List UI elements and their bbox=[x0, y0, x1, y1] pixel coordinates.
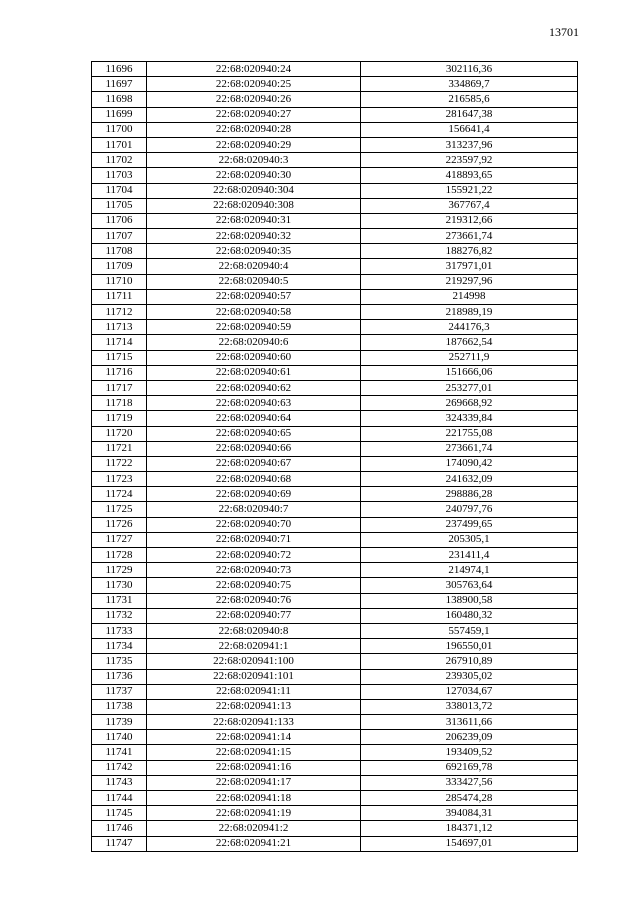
row-number-cell: 11711 bbox=[92, 289, 147, 304]
row-number-cell: 11719 bbox=[92, 411, 147, 426]
value-cell: 193409,52 bbox=[361, 745, 578, 760]
row-number-cell: 11747 bbox=[92, 836, 147, 851]
cadastral-number-cell: 22:68:020940:76 bbox=[147, 593, 361, 608]
cadastral-number-cell: 22:68:020940:73 bbox=[147, 563, 361, 578]
row-number-cell: 11699 bbox=[92, 107, 147, 122]
cadastral-number-cell: 22:68:020940:69 bbox=[147, 487, 361, 502]
cadastral-number-cell: 22:68:020940:62 bbox=[147, 380, 361, 395]
row-number-cell: 11745 bbox=[92, 806, 147, 821]
row-number-cell: 11698 bbox=[92, 92, 147, 107]
value-cell: 367767,4 bbox=[361, 198, 578, 213]
cadastral-number-cell: 22:68:020940:27 bbox=[147, 107, 361, 122]
table-row bbox=[92, 259, 578, 274]
table-row bbox=[92, 623, 578, 638]
value-cell: 214974,1 bbox=[361, 563, 578, 578]
cadastral-number-cell: 22:68:020941:19 bbox=[147, 806, 361, 821]
value-cell: 174090,42 bbox=[361, 456, 578, 471]
value-cell: 188276,82 bbox=[361, 244, 578, 259]
row-number-cell: 11700 bbox=[92, 122, 147, 137]
table-row bbox=[92, 502, 578, 517]
table-row bbox=[92, 563, 578, 578]
value-cell: 138900,58 bbox=[361, 593, 578, 608]
cadastral-number-cell: 22:68:020941:17 bbox=[147, 775, 361, 790]
table-row bbox=[92, 305, 578, 320]
value-cell: 302116,36 bbox=[361, 62, 578, 77]
row-number-cell: 11723 bbox=[92, 472, 147, 487]
table-row bbox=[92, 760, 578, 775]
table-row bbox=[92, 654, 578, 669]
data-table bbox=[91, 61, 578, 852]
table-row bbox=[92, 365, 578, 380]
row-number-cell: 11739 bbox=[92, 715, 147, 730]
row-number-cell: 11740 bbox=[92, 730, 147, 745]
cadastral-number-cell: 22:68:020940:70 bbox=[147, 517, 361, 532]
cadastral-number-cell: 22:68:020940:32 bbox=[147, 229, 361, 244]
row-number-cell: 11716 bbox=[92, 365, 147, 380]
table-row bbox=[92, 77, 578, 92]
value-cell: 317971,01 bbox=[361, 259, 578, 274]
row-number-cell: 11709 bbox=[92, 259, 147, 274]
table-row bbox=[92, 775, 578, 790]
value-cell: 418893,65 bbox=[361, 168, 578, 183]
cadastral-number-cell: 22:68:020940:75 bbox=[147, 578, 361, 593]
cadastral-number-cell: 22:68:020941:133 bbox=[147, 715, 361, 730]
value-cell: 196550,01 bbox=[361, 639, 578, 654]
cadastral-number-cell: 22:68:020940:71 bbox=[147, 532, 361, 547]
table-row bbox=[92, 198, 578, 213]
value-cell: 218989,19 bbox=[361, 305, 578, 320]
row-number-cell: 11736 bbox=[92, 669, 147, 684]
cadastral-number-cell: 22:68:020941:15 bbox=[147, 745, 361, 760]
value-cell: 206239,09 bbox=[361, 730, 578, 745]
value-cell: 187662,54 bbox=[361, 335, 578, 350]
table-row bbox=[92, 836, 578, 851]
value-cell: 219297,96 bbox=[361, 274, 578, 289]
cadastral-number-cell: 22:68:020940:28 bbox=[147, 122, 361, 137]
cadastral-number-cell: 22:68:020941:18 bbox=[147, 791, 361, 806]
value-cell: 313611,66 bbox=[361, 715, 578, 730]
table-row bbox=[92, 183, 578, 198]
table-row bbox=[92, 548, 578, 563]
value-cell: 338013,72 bbox=[361, 699, 578, 714]
cadastral-number-cell: 22:68:020940:67 bbox=[147, 456, 361, 471]
cadastral-number-cell: 22:68:020940:29 bbox=[147, 137, 361, 152]
row-number-cell: 11712 bbox=[92, 305, 147, 320]
table-row bbox=[92, 274, 578, 289]
row-number-cell: 11743 bbox=[92, 775, 147, 790]
row-number-cell: 11746 bbox=[92, 821, 147, 836]
value-cell: 223597,92 bbox=[361, 153, 578, 168]
page-number: 13701 bbox=[549, 25, 579, 39]
value-cell: 155921,22 bbox=[361, 183, 578, 198]
value-cell: 267910,89 bbox=[361, 654, 578, 669]
cadastral-number-cell: 22:68:020941:14 bbox=[147, 730, 361, 745]
value-cell: 240797,76 bbox=[361, 502, 578, 517]
table-row bbox=[92, 229, 578, 244]
value-cell: 184371,12 bbox=[361, 821, 578, 836]
table-row bbox=[92, 684, 578, 699]
table-row bbox=[92, 320, 578, 335]
row-number-cell: 11707 bbox=[92, 229, 147, 244]
table-row bbox=[92, 608, 578, 623]
value-cell: 231411,4 bbox=[361, 548, 578, 563]
table-row bbox=[92, 426, 578, 441]
table-row bbox=[92, 578, 578, 593]
cadastral-number-cell: 22:68:020940:66 bbox=[147, 441, 361, 456]
value-cell: 324339,84 bbox=[361, 411, 578, 426]
value-cell: 239305,02 bbox=[361, 669, 578, 684]
table-row bbox=[92, 699, 578, 714]
cadastral-number-cell: 22:68:020940:7 bbox=[147, 502, 361, 517]
cadastral-number-cell: 22:68:020940:35 bbox=[147, 244, 361, 259]
table-row bbox=[92, 456, 578, 471]
value-cell: 127034,67 bbox=[361, 684, 578, 699]
table-row bbox=[92, 730, 578, 745]
row-number-cell: 11744 bbox=[92, 791, 147, 806]
cadastral-number-cell: 22:68:020940:25 bbox=[147, 77, 361, 92]
table-row bbox=[92, 244, 578, 259]
table-row bbox=[92, 532, 578, 547]
table-row bbox=[92, 350, 578, 365]
cadastral-number-cell: 22:68:020940:61 bbox=[147, 365, 361, 380]
cadastral-number-cell: 22:68:020940:3 bbox=[147, 153, 361, 168]
cadastral-number-cell: 22:68:020941:16 bbox=[147, 760, 361, 775]
row-number-cell: 11706 bbox=[92, 213, 147, 228]
cadastral-number-cell: 22:68:020940:57 bbox=[147, 289, 361, 304]
value-cell: 305763,64 bbox=[361, 578, 578, 593]
value-cell: 156641,4 bbox=[361, 122, 578, 137]
value-cell: 237499,65 bbox=[361, 517, 578, 532]
cadastral-number-cell: 22:68:020941:13 bbox=[147, 699, 361, 714]
table-row bbox=[92, 62, 578, 77]
row-number-cell: 11733 bbox=[92, 623, 147, 638]
table-row bbox=[92, 411, 578, 426]
table-row bbox=[92, 791, 578, 806]
value-cell: 269668,92 bbox=[361, 396, 578, 411]
row-number-cell: 11721 bbox=[92, 441, 147, 456]
value-cell: 219312,66 bbox=[361, 213, 578, 228]
value-cell: 285474,28 bbox=[361, 791, 578, 806]
table-row bbox=[92, 396, 578, 411]
value-cell: 216585,6 bbox=[361, 92, 578, 107]
row-number-cell: 11714 bbox=[92, 335, 147, 350]
cadastral-number-cell: 22:68:020941:2 bbox=[147, 821, 361, 836]
value-cell: 273661,74 bbox=[361, 229, 578, 244]
table-row bbox=[92, 669, 578, 684]
value-cell: 241632,09 bbox=[361, 472, 578, 487]
row-number-cell: 11726 bbox=[92, 517, 147, 532]
value-cell: 253277,01 bbox=[361, 380, 578, 395]
table-row bbox=[92, 472, 578, 487]
row-number-cell: 11703 bbox=[92, 168, 147, 183]
cadastral-number-cell: 22:68:020940:60 bbox=[147, 350, 361, 365]
row-number-cell: 11742 bbox=[92, 760, 147, 775]
value-cell: 221755,08 bbox=[361, 426, 578, 441]
cadastral-number-cell: 22:68:020941:101 bbox=[147, 669, 361, 684]
row-number-cell: 11705 bbox=[92, 198, 147, 213]
table-row bbox=[92, 517, 578, 532]
value-cell: 252711,9 bbox=[361, 350, 578, 365]
cadastral-number-cell: 22:68:020940:64 bbox=[147, 411, 361, 426]
row-number-cell: 11735 bbox=[92, 654, 147, 669]
table-row bbox=[92, 639, 578, 654]
table-body bbox=[92, 62, 578, 852]
value-cell: 214998 bbox=[361, 289, 578, 304]
row-number-cell: 11729 bbox=[92, 563, 147, 578]
row-number-cell: 11717 bbox=[92, 380, 147, 395]
cadastral-number-cell: 22:68:020940:59 bbox=[147, 320, 361, 335]
cadastral-number-cell: 22:68:020940:30 bbox=[147, 168, 361, 183]
table-row bbox=[92, 715, 578, 730]
row-number-cell: 11727 bbox=[92, 532, 147, 547]
row-number-cell: 11731 bbox=[92, 593, 147, 608]
table-row bbox=[92, 487, 578, 502]
cadastral-number-cell: 22:68:020940:68 bbox=[147, 472, 361, 487]
row-number-cell: 11696 bbox=[92, 62, 147, 77]
value-cell: 333427,56 bbox=[361, 775, 578, 790]
table-row bbox=[92, 289, 578, 304]
cadastral-number-cell: 22:68:020941:100 bbox=[147, 654, 361, 669]
value-cell: 160480,32 bbox=[361, 608, 578, 623]
cadastral-number-cell: 22:68:020940:8 bbox=[147, 623, 361, 638]
cadastral-number-cell: 22:68:020940:24 bbox=[147, 62, 361, 77]
cadastral-number-cell: 22:68:020941:1 bbox=[147, 639, 361, 654]
cadastral-number-cell: 22:68:020940:5 bbox=[147, 274, 361, 289]
table-row bbox=[92, 213, 578, 228]
row-number-cell: 11737 bbox=[92, 684, 147, 699]
table-row bbox=[92, 593, 578, 608]
cadastral-number-cell: 22:68:020940:304 bbox=[147, 183, 361, 198]
row-number-cell: 11730 bbox=[92, 578, 147, 593]
value-cell: 313237,96 bbox=[361, 137, 578, 152]
row-number-cell: 11738 bbox=[92, 699, 147, 714]
row-number-cell: 11720 bbox=[92, 426, 147, 441]
row-number-cell: 11741 bbox=[92, 745, 147, 760]
table-row bbox=[92, 107, 578, 122]
value-cell: 154697,01 bbox=[361, 836, 578, 851]
value-cell: 692169,78 bbox=[361, 760, 578, 775]
cadastral-number-cell: 22:68:020940:6 bbox=[147, 335, 361, 350]
cadastral-number-cell: 22:68:020940:58 bbox=[147, 305, 361, 320]
row-number-cell: 11724 bbox=[92, 487, 147, 502]
value-cell: 151666,06 bbox=[361, 365, 578, 380]
value-cell: 557459,1 bbox=[361, 623, 578, 638]
row-number-cell: 11704 bbox=[92, 183, 147, 198]
value-cell: 244176,3 bbox=[361, 320, 578, 335]
cadastral-number-cell: 22:68:020940:63 bbox=[147, 396, 361, 411]
row-number-cell: 11710 bbox=[92, 274, 147, 289]
value-cell: 205305,1 bbox=[361, 532, 578, 547]
table-row bbox=[92, 441, 578, 456]
table-row bbox=[92, 168, 578, 183]
value-cell: 334869,7 bbox=[361, 77, 578, 92]
cadastral-number-cell: 22:68:020940:72 bbox=[147, 548, 361, 563]
table-row bbox=[92, 122, 578, 137]
table-row bbox=[92, 806, 578, 821]
cadastral-number-cell: 22:68:020941:11 bbox=[147, 684, 361, 699]
cadastral-number-cell: 22:68:020940:31 bbox=[147, 213, 361, 228]
row-number-cell: 11708 bbox=[92, 244, 147, 259]
table-row bbox=[92, 821, 578, 836]
cadastral-number-cell: 22:68:020940:77 bbox=[147, 608, 361, 623]
row-number-cell: 11697 bbox=[92, 77, 147, 92]
row-number-cell: 11702 bbox=[92, 153, 147, 168]
row-number-cell: 11732 bbox=[92, 608, 147, 623]
table-row bbox=[92, 153, 578, 168]
row-number-cell: 11728 bbox=[92, 548, 147, 563]
cadastral-number-cell: 22:68:020940:65 bbox=[147, 426, 361, 441]
value-cell: 298886,28 bbox=[361, 487, 578, 502]
row-number-cell: 11715 bbox=[92, 350, 147, 365]
cadastral-number-cell: 22:68:020940:308 bbox=[147, 198, 361, 213]
table-row bbox=[92, 137, 578, 152]
cadastral-number-cell: 22:68:020940:26 bbox=[147, 92, 361, 107]
table-row bbox=[92, 335, 578, 350]
row-number-cell: 11713 bbox=[92, 320, 147, 335]
cadastral-number-cell: 22:68:020940:4 bbox=[147, 259, 361, 274]
value-cell: 281647,38 bbox=[361, 107, 578, 122]
cadastral-number-cell: 22:68:020941:21 bbox=[147, 836, 361, 851]
value-cell: 394084,31 bbox=[361, 806, 578, 821]
table-row bbox=[92, 745, 578, 760]
row-number-cell: 11725 bbox=[92, 502, 147, 517]
row-number-cell: 11734 bbox=[92, 639, 147, 654]
value-cell: 273661,74 bbox=[361, 441, 578, 456]
row-number-cell: 11722 bbox=[92, 456, 147, 471]
row-number-cell: 11701 bbox=[92, 137, 147, 152]
table-row bbox=[92, 92, 578, 107]
row-number-cell: 11718 bbox=[92, 396, 147, 411]
table-row bbox=[92, 380, 578, 395]
